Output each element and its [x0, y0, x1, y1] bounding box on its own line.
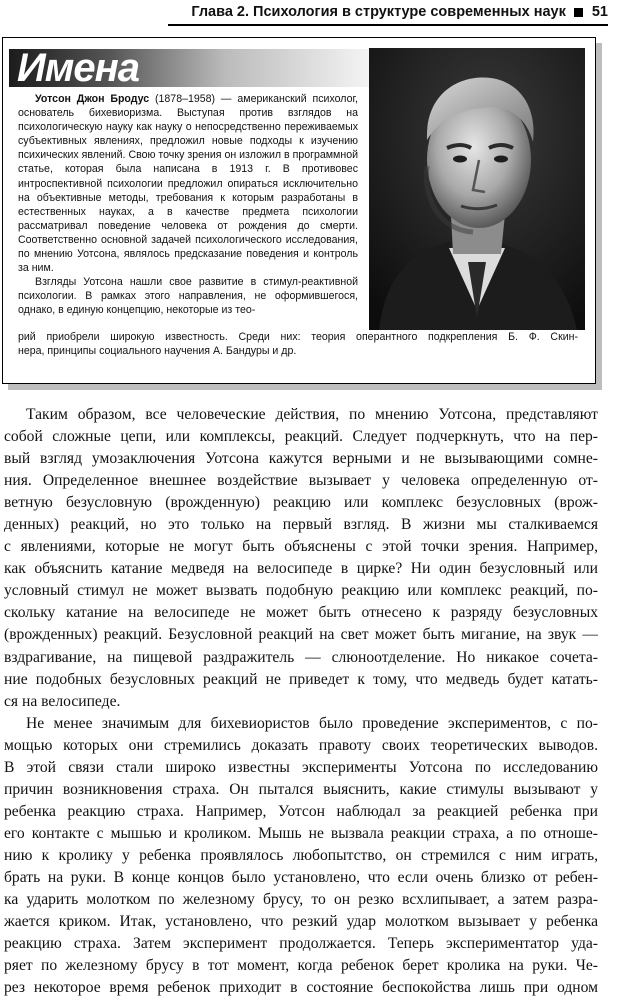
names-sidebar [2, 37, 596, 384]
body-line: вый взгляд умозаключения Уотсона кажутся верными и не вызывающими сомне- [4, 450, 598, 468]
body-line: условный стимул не может вызвать подобную реакцию или комплекс реакций, по- [4, 582, 598, 600]
main-body-text [4, 404, 598, 999]
body-line: нию к кролику у ребенка проявлялось любопытство, он стремился с ним играть, [4, 846, 598, 864]
body-line: собой сложные цепи, или комплексы, реакций. Следует подчеркнуть, что на пер- [4, 428, 598, 446]
portrait-photo [369, 48, 585, 330]
square-bullet-icon [574, 8, 583, 17]
body-line: Не менее значимым для бихевиористов было проведение экспериментов, с по- [26, 714, 598, 732]
body-line: брать на руки. В конце концов было установлено, что если очень близко от ребен- [4, 868, 598, 886]
body-line: (врожденных) реакций. Безусловной реакций на свет может быть мигание, на звук — [4, 626, 598, 644]
body-line: ния. Определенное внешнее воздействие вызывает у человека определенную от- [4, 472, 598, 490]
page-number: 51 [591, 4, 608, 20]
names-heading: Имена [17, 46, 140, 90]
body-line: рез некоторое время ребенок приходит в состояние беспокойства лишь при одном [4, 979, 598, 997]
body-line: Таким образом, все человеческие действия, по мнению Уотсона, представляют [26, 406, 598, 423]
body-line: ка ударить молотком по железному брусу, то он резко всхлипывает, а затем разра- [4, 891, 598, 909]
body-line: ветную безусловную (врожденную) реакцию или комплекс безусловных (врож- [4, 494, 598, 512]
body-line: вздрагивание, на пищевой раздражитель — слюноотделение. Но никакое сочета- [4, 648, 598, 666]
body-line: причин возникновения страха. Он пытался выяснить, какие стимулы вызывают у [4, 780, 598, 798]
bio-paragraph-2: Взгляды Уотсона нашли свое развитие в стимул-реактивной психологии. В рамках этого направления, не оформившегося, однако, в единую концепцию, некоторые из тео- [18, 276, 358, 317]
body-line: ряет по железному брусу в тот момент, когда ребенок берет кролика на руки. Че- [4, 957, 598, 975]
body-line: скольку катание на велосипеде не может быть отнесено к разряду безусловных [4, 604, 598, 622]
bio-text [18, 92, 358, 318]
body-line: жается криком. Итак, установлено, что резкий удар молотком вызывает у ребенка [4, 913, 598, 931]
running-head [168, 0, 608, 26]
body-line: ние подобных безусловных реакций не приведет к тому, что медведь будет катать- [4, 670, 598, 688]
bio-tail-line: нера, принципы социального научения А. Бандуры и др. [18, 345, 297, 358]
body-line: как объяснить катание медведя на велосипеде в цирке? Ни один безусловный или [4, 560, 598, 578]
body-line: ся на велосипеде. [4, 692, 121, 710]
body-line: В этой связи стали широко известны эксперименты Уотсона по исследованию [4, 758, 598, 776]
bio-tail-line: рий приобрели широкую известность. Среди них: теория оперантного подкрепления Б. Ф. Скин- [18, 331, 578, 343]
portrait-image [369, 48, 585, 330]
body-line: денных) реакций, но это только на первый взгляд. В жизни мы сталкиваемся [4, 516, 598, 534]
body-line: его контакте с мышью и кроликом. Мышь не вызвала реакции страха, а по отноше- [4, 824, 598, 842]
bio-name: Уотсон Джон Бродус [35, 93, 150, 105]
body-line: ребенка реакцию страха. Например, Уотсон наблюдал за реакцией ребенка при [4, 802, 598, 820]
body-line: с явлениями, которые не могут быть объяснены с этой точки зрения. Например, [4, 538, 598, 556]
bio-paragraph-1 [18, 92, 358, 275]
body-line: реакцию страха. Затем эксперимент продолжается. Теперь экспериментатор уда- [4, 935, 598, 953]
bio-tail [18, 330, 578, 358]
body-line: мощью которых они стремились доказать правоту своих теоретических выводов. [4, 736, 598, 754]
chapter-title: Глава 2. Психология в структуре современных наук [191, 4, 566, 20]
names-header-band [9, 46, 369, 90]
bio-lead: (1878–1958) — американский психолог, основатель бихевиоризма. Выступая против взглядов на психологическую науку как науку о непосредственно переживаемых субъективных явлениях, предложил новые подходы к изучению психических явлений. Свою точку зрения он изложил в программной статье, которая была написана в 1913 г. В противовес интроспективной психологии предложил опираться исключительно на объективные методы, требования к которым разработаны в естественных науках, а в качестве предмета психологии рассматривал поведение человека от рождения до смерти. Соответственно основной задачей психологического исследования, по мнению Уотсона, являлось предсказание поведения и контроль за ним. [18, 93, 358, 275]
